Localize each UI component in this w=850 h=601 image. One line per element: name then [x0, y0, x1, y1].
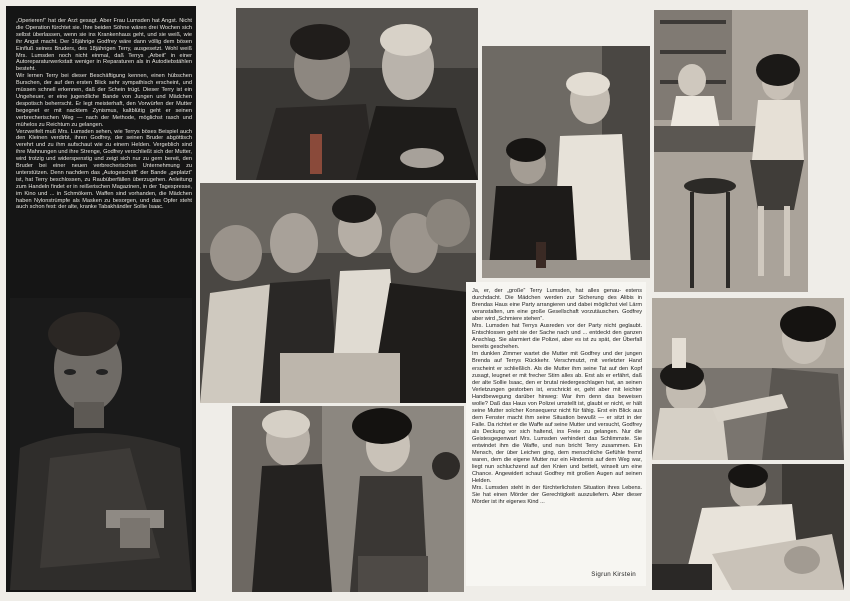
article-block	[466, 282, 646, 586]
photo-woman-and-boy	[652, 298, 844, 460]
left-text-panel	[6, 6, 196, 592]
photo-gang-at-table	[200, 183, 476, 403]
photo-old-man-and-boy	[482, 46, 650, 278]
article-text: Ja, er, der „große“ Terry Lumsden, hat alles genau- estens durchdacht. Die Mädchen werden zur Sicherung des Alibis in Brendas Haus eine Party arrangieren und dabei möglichst viel Lärm veranstalten, um eine große Gesellschaft vorzutäuschen. Godfrey aber wird „Schmiere stehen“. Mrs. Lumsden hat Terrys Ausreden vor der Party nicht geglaubt. Entschlossen geht sie der Sache nach und ... entdeckt den ganzen Anschlag. Sie alarmiert die Polizei, aber es ist zu spät, der Überfall bereits geschehen. Im dunklen Zimmer wartet die Mutter mit Godfrey und der jungen Brenda auf Terrys Rückkehr. Verschmutzt, mit verletzter Hand erscheint er schließlich. Als die Mutter ihm seine Tat auf den Kopf zusagt, leugnet er mit frecher Stirn alles ab. Erst als er erfährt, daß der alte Sollie Isaac, den er brutal niedergeschlagen hat, an seinen Verletzungen gestorben ist, erschrickt er, geht aber mit leichter Handbewegung darüber hinweg: War ihm denn das beweisen wolle? Daß das Haus von Polizei umstellt ist, glaubt er nicht, er hält seine Mutter solcher Konsequenz nicht für fähig. Erst ein Blick aus dem Fenster macht ihm seine Situation bewußt — er sitzt in der Falle. Da richtet er die Waffe auf seine Mutter und versucht, Godfrey als Deckung vor sich haltend, ins Freie zu gelangen. Nur die Geistesgegenwart Mrs. Lumsden verhindert das Schlimmste. Sie entwindet ihm die Waffe, und nun bricht Terry zusammen. Ein Mensch, der über Leichen ging, dem menschliche Gefühle fremd waren, dem die eigene Mutter nur ein Hindernis auf dem Weg war, liegt nun schluchzend auf den Knien und bettelt, winselt um eine Chance. Angewidert schaut Godfrey mit großen Augen auf seinen Helden. Mrs. Lumsden steht in der fürchterlichsten Situation ihres Lebens. Sie hat einen Mörder der Gerechtigkeit auszuliefern. Aber dieser Mörder ist ihr eigenes Kind ...	[472, 288, 642, 506]
author-signature: Sigrun Kirstein	[591, 571, 636, 578]
photo-two-men-arguing	[236, 8, 478, 180]
left-column-text: „Operieren!“ hat der Arzt gesagt. Aber Frau Lumsden hat Angst. Nicht die Operation fürchtet sie. Ihre beiden Söhne wären drei Wochen sich selbst überlassen, wenn sie ins Krankenhaus geht, und sie weiß, wie ihr Angst macht. Der 16jährige Godfrey wäre dann völlig dem bösen Einfluß seines Bruders, des 18jährigen Terry, ausgesetzt. Wohl weiß Mrs. Lumsden noch nicht einmal, daß Terrys „Arbeit“ in einer Autoreparaturwerkstatt weniger in Reparaturen als in Autodiebstählen besteht. Wir lernen Terry bei dieser Beschäftigung kennen, einen hübschen Burschen, der auf den ersten Blick sehr sympathisch erscheint, und müssen schnell erkennen, daß der Schein trügt. Dieser Terry ist ein Ungeheuer, er eine jugendliche Bande von Jungen und Mädchen despotisch beherrscht. Er legt meisterhaft, den Vorwürfen der Mutter begegnet er mit nacktem Zynismus, kaltblütig geht er seinen verbrecherischen Weg — nach der Methode, möglichst rasch und mühelos zu Reichtum zu gelangen. Verzweifelt muß Mrs. Lumsden sehen, wie Terrys böses Beispiel auch den Kleinen verdirbt, ihren Godfrey, der seinen Bruder abgöttisch verehrt und zu ihm aufschaut wie zu einem Helden. Vergeblich sind ihre Mahnungen und ihre Strenge, Godfrey verschließt sich der Mutter, wird trotzig und widerspenstig und zeigt sich nur zu gern bereit, den Bruder bei einer neuen verbrecherischen Unternehmung zu unterstützen. Denn nachdem das „Autogeschäft“ der Bande „geplatzt“ ist, hat Terry beschlossen, zu Raubüberfällen überzugehen. Anleitung zum Handeln findet er in reißerischen Magazinen, in der Tagespresse, im Kino und ... in Schmökern. Waffen sind vorhanden, die Mädchen haben Nylonstrümpfe als Masken zu besorgen, und das Opfer steht auch schon fest: der alte, kranke Tabakhändler Sollie Isaac.	[16, 18, 192, 211]
photo-shop-woman-on-stool	[654, 10, 808, 292]
photo-mother-and-girl	[232, 406, 464, 592]
photo-man-with-gun	[10, 298, 192, 590]
photo-man-at-bedside	[652, 464, 844, 590]
